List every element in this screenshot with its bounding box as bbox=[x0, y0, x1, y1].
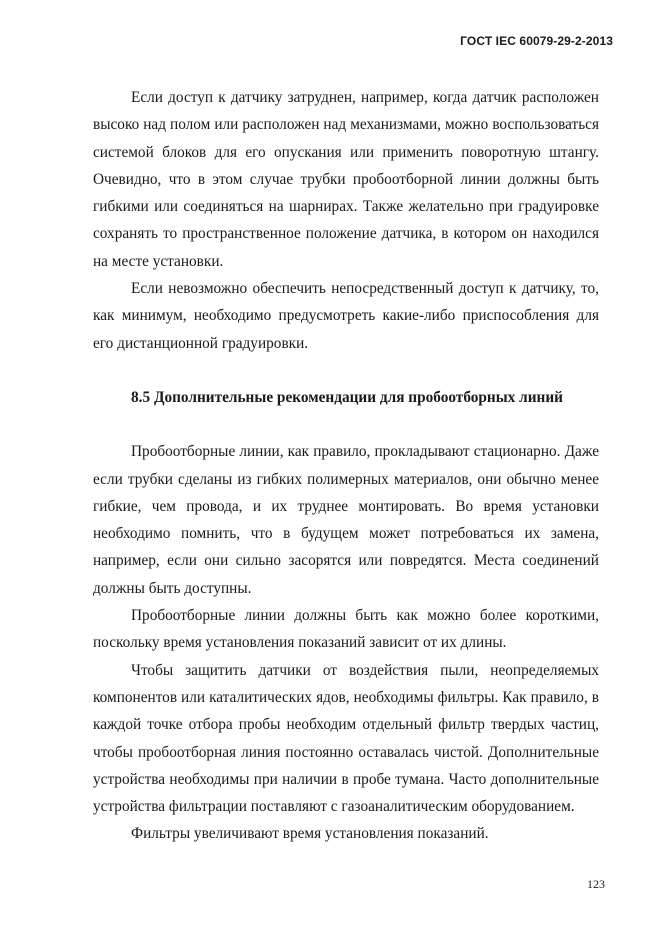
body-paragraph: Пробоотборные линии, как правило, прокладывают стационарно. Даже если трубки сделаны из гибких полимерных материалов, они обычно менее гибкие, чем провода, и их труднее монтировать. Во время установки необходимо помнить, что в будущем может потребоваться их замена, например, если они сильно засорятся или повредятся. Места соединений должны быть доступны. bbox=[93, 443, 599, 597]
body-paragraph: Чтобы защитить датчики от воздействия пыли, неопределяемых компонентов или каталитических ядов, необходимы фильтры. Как правило, в каждой точке отбора пробы необходим отдельный фильтр твердых частиц, чтобы пробоотборная линия постоянно оставалась чистой. Дополнительные устройства необходимы при наличии в пробе тумана. Часто дополнительные устройства фильтрации поставляют с газоаналитическим оборудованием. bbox=[93, 661, 599, 816]
body-paragraph: Если невозможно обеспечить непосредственный доступ к датчику, то, как минимум, необходимо предусмотреть какие-либо приспособления для его дистанционной градуировки. bbox=[93, 280, 599, 352]
body-paragraph: Пробоотборные линии должны быть как можно более короткими, поскольку время установления показаний зависит от их длины. bbox=[93, 607, 599, 652]
body-paragraph: Фильтры увеличивают время установления показаний. bbox=[131, 825, 489, 843]
page-body bbox=[93, 84, 599, 848]
section-heading: 8.5 Дополнительные рекомендации для пробоотборных линий bbox=[131, 388, 563, 406]
document-code-header: ГОСТ IEC 60079-29-2-2013 bbox=[460, 34, 613, 48]
body-paragraph: Если доступ к датчику затруднен, например, когда датчик расположен высоко над полом или расположен над механизмами, можно воспользоваться системой блоков для его опускания или применить поворотную штангу. Очевидно, что в этом случае трубки пробоотборной линии должны быть гибкими или соединяться на шарнирах. Также желательно при градуировке сохранять то пространственное положение датчика, в котором он находился на месте установки. bbox=[93, 89, 599, 270]
page-number: 123 bbox=[587, 877, 605, 891]
